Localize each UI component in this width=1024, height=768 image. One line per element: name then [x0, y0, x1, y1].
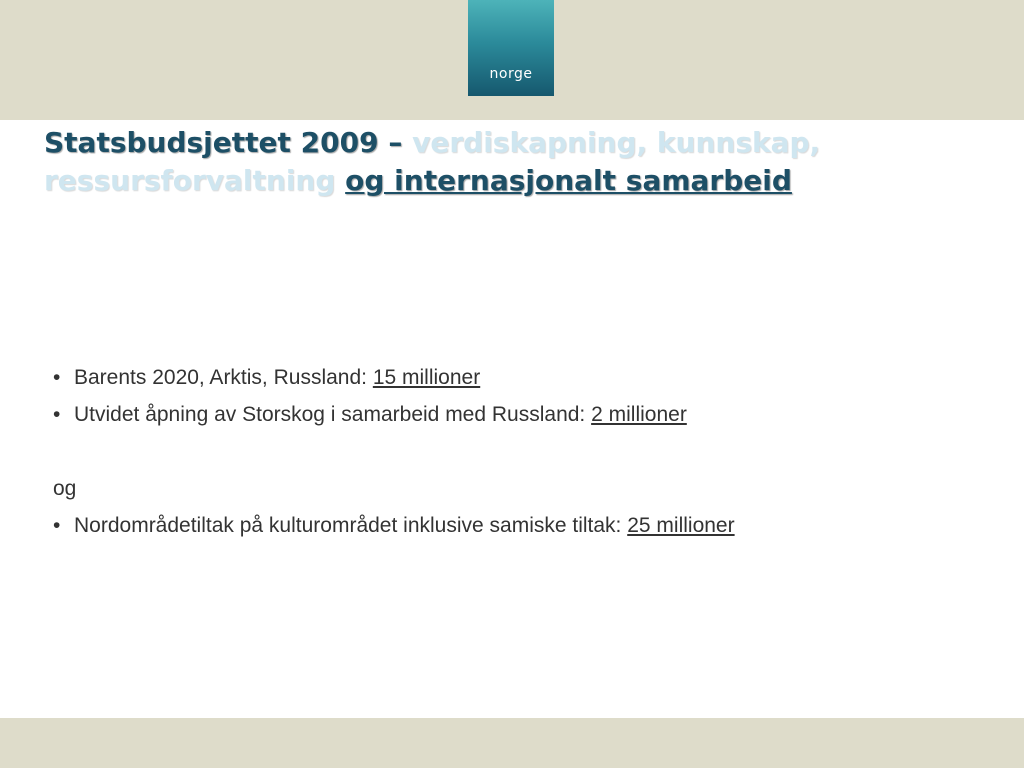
bullet-icon: •	[53, 366, 61, 389]
bullet-amount: 15 millioner	[372, 366, 481, 389]
connector-text: og	[53, 477, 77, 500]
list-item	[53, 396, 993, 433]
bullet-amount: 25 millioner	[627, 514, 735, 537]
bullet-list-2	[53, 507, 993, 544]
bullet-text: Barents 2020, Arktis, Russland:	[74, 366, 373, 389]
list-item	[53, 359, 993, 396]
bullet-icon: •	[53, 403, 61, 426]
title-part-light: verdiskapning, kunnskap, ressursforvaltning	[44, 126, 821, 197]
list-item	[53, 507, 993, 544]
title-part-dark: Statsbudsjettet 2009 –	[44, 126, 413, 159]
slide-title	[44, 124, 984, 200]
footer-band	[0, 718, 1024, 768]
bullet-amount: 2 millioner	[591, 403, 687, 426]
spacer	[53, 433, 993, 470]
header-band	[0, 0, 1024, 120]
logo-text: norge	[489, 66, 533, 82]
slide-body	[53, 359, 993, 544]
title-part-underlined: og internasjonalt samarbeid	[345, 164, 792, 197]
bullet-text: Utvidet åpning av Storskog i samarbeid med Russland:	[74, 403, 592, 426]
bullet-icon: •	[53, 514, 61, 537]
norge-logo	[468, 0, 554, 96]
bullet-list-1	[53, 359, 993, 433]
bullet-text: Nordområdetiltak på kulturområdet inklusive samiske tiltak:	[74, 514, 628, 537]
